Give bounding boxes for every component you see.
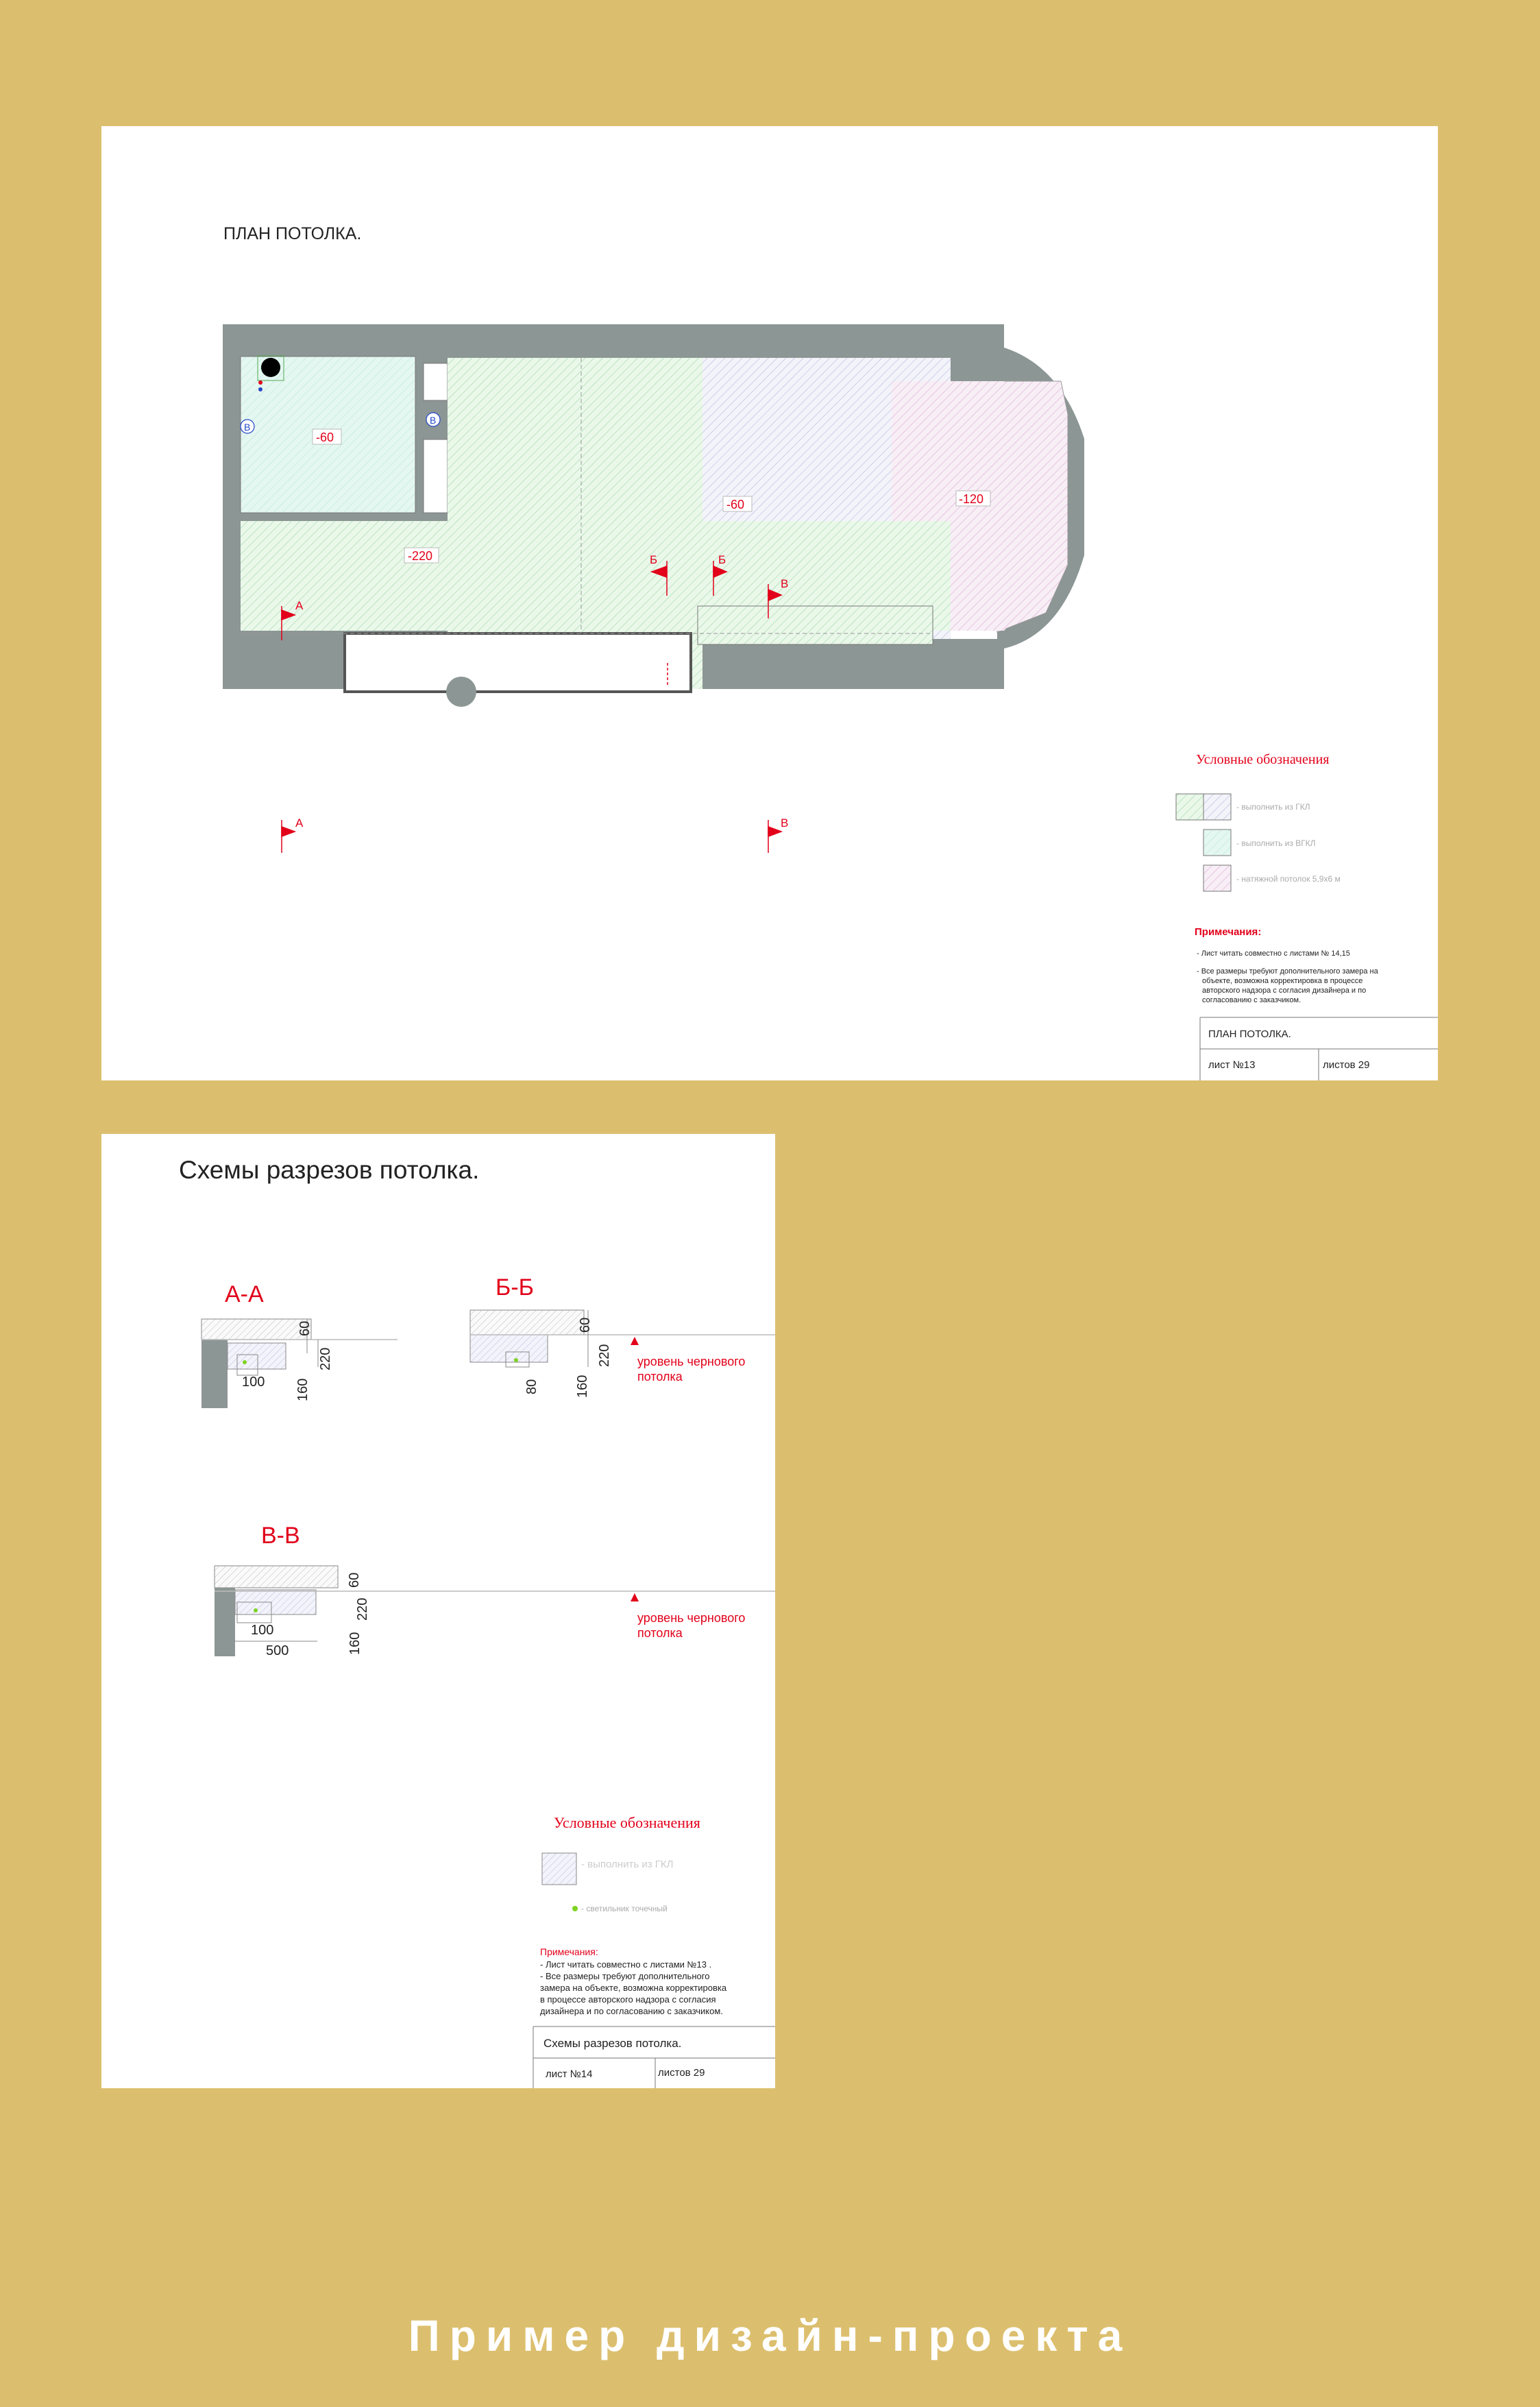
section-vv-label: В-В — [261, 1523, 300, 1549]
note-line: замера на объекте, возможна корректировка — [540, 1983, 727, 1993]
legend-swatch-gkl — [1176, 794, 1203, 820]
level-room2: -60 — [726, 498, 745, 511]
dim-160: 160 — [295, 1378, 310, 1401]
legend-title: Условные обозначения — [554, 1814, 700, 1831]
marker-b: Б — [718, 553, 726, 566]
level-label: уровень чернового — [637, 1355, 746, 1368]
vent-label: В — [244, 422, 251, 433]
dim-160: 160 — [347, 1632, 363, 1655]
notes-title: Примечания: — [540, 1946, 598, 1957]
note-line: - Все размеры требуют дополнительного — [540, 1971, 710, 1981]
note-line: дизайнера и по согласованию с заказчиком. — [540, 2006, 723, 2016]
plan-title: ПЛАН ПОТОЛКА. — [223, 224, 362, 243]
dim-160: 160 — [575, 1375, 590, 1398]
footer-caption: Пример дизайн-проекта — [408, 2311, 1132, 2360]
dim-220: 220 — [318, 1347, 333, 1370]
spotlight-icon — [572, 1906, 578, 1911]
legend-item: - выполнить из ГКЛ — [1236, 802, 1310, 812]
level-room1: -60 — [316, 431, 334, 444]
stamp-sheet: лист №13 — [1208, 1059, 1256, 1071]
legend-title: Условные обозначения — [1196, 752, 1330, 767]
legend-item: - выполнить из ГКЛ — [581, 1859, 674, 1870]
notes-title: Примечания: — [1195, 926, 1262, 938]
note-line: - Лист читать совместно с листами №13 . — [540, 1959, 712, 1970]
dim-220: 220 — [355, 1597, 370, 1621]
marker-v: В — [781, 817, 789, 830]
title-block — [1200, 1017, 1438, 1080]
ceiling-sections-drawing — [101, 1134, 775, 2088]
stamp-total: листов 29 — [1323, 1059, 1370, 1071]
note-line: объекте, возможна корректировка в процессе — [1202, 977, 1363, 985]
note-line: согласованию с заказчиком. — [1202, 996, 1301, 1004]
vent-label: В — [430, 415, 437, 426]
legend-item: - светильник точечный — [581, 1904, 668, 1913]
marker-b: Б — [650, 553, 658, 566]
ceiling-plan-drawing — [101, 126, 1438, 1080]
marker-a: А — [295, 817, 304, 830]
note-line: в процессе авторского надзора с согласия — [540, 1994, 716, 2005]
legend-swatch-gkl — [542, 1853, 576, 1885]
section-aa-label: А-А — [225, 1281, 264, 1307]
note-line: авторского надзора с согласия дизайнера и по — [1202, 987, 1367, 995]
dim-220: 220 — [597, 1344, 612, 1367]
riser-icon — [261, 358, 280, 377]
level-label: потолка — [637, 1626, 683, 1640]
marker-a: А — [295, 599, 304, 612]
dim-80: 80 — [524, 1379, 539, 1394]
legend-swatch-stretch — [1203, 865, 1231, 891]
level-main: -220 — [408, 549, 433, 563]
stamp-name: Схемы разрезов потолка. — [543, 2037, 682, 2050]
stamp-total: листов 29 — [658, 2067, 705, 2079]
level-label: потолка — [637, 1370, 683, 1383]
legend-item: - выполнить из ВГКЛ — [1236, 838, 1316, 848]
sheet-ceiling-sections — [101, 1134, 775, 2088]
legend-item: - натяжной потолок 5,9х6 м — [1236, 874, 1341, 884]
section-bb-label: Б-Б — [496, 1274, 534, 1301]
dim-100: 100 — [242, 1375, 265, 1390]
level-bay: -120 — [959, 492, 984, 506]
sheet-ceiling-plan — [101, 126, 1438, 1080]
sections-title: Схемы разрезов потолка. — [179, 1156, 480, 1184]
level-label: уровень чернового — [637, 1611, 746, 1625]
note-line: - Все размеры требуют дополнительного замера на — [1197, 967, 1378, 976]
stamp-name: ПЛАН ПОТОЛКА. — [1208, 1028, 1291, 1040]
dim-500: 500 — [266, 1643, 289, 1658]
dim-100: 100 — [251, 1623, 274, 1638]
dim-60: 60 — [578, 1317, 593, 1333]
marker-v: В — [781, 577, 789, 590]
legend-swatch-vgkl — [1203, 830, 1231, 856]
stamp-sheet: лист №14 — [546, 2068, 593, 2080]
dim-60: 60 — [347, 1572, 362, 1588]
dim-60: 60 — [297, 1320, 313, 1336]
note-line: - Лист читать совместно с листами № 14,15 — [1197, 950, 1350, 958]
